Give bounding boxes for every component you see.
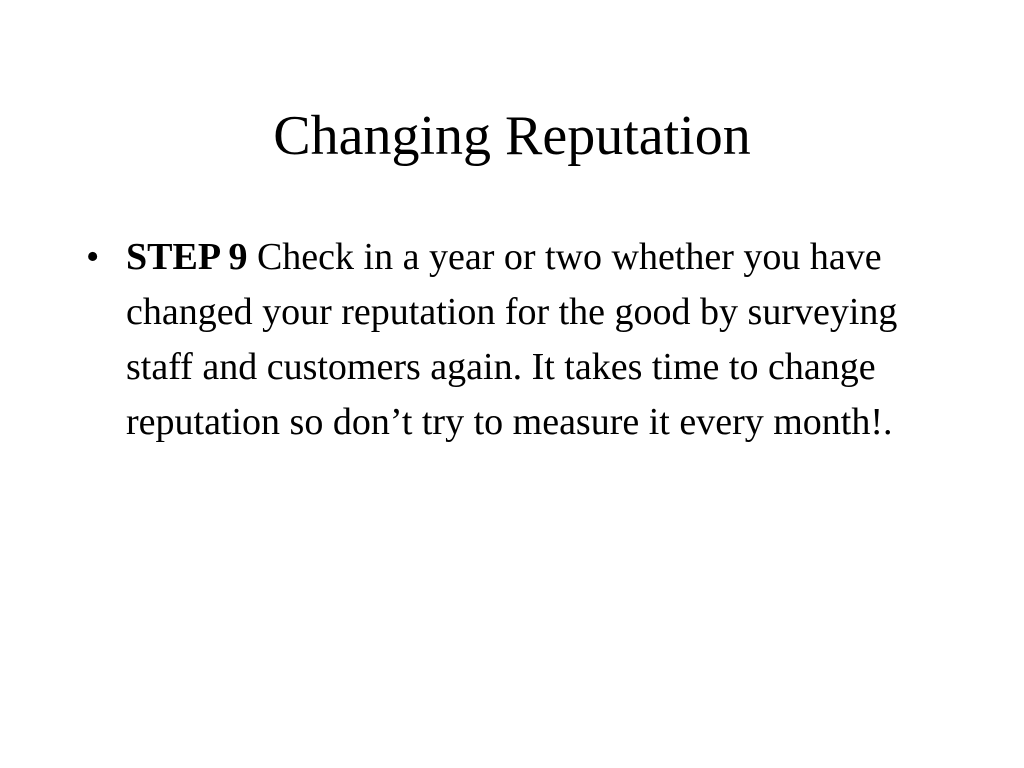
bullet-marker: • (86, 236, 100, 278)
bullet-item (86, 230, 946, 450)
slide-title: Changing Reputation (273, 105, 751, 167)
step-label: STEP 9 (126, 236, 248, 278)
step-text: Check in a year or two whether you have changed your reputation for the good by surveying staff and customers again. It takes time to change reputation so don’t try to measure it every month!. (126, 236, 898, 443)
bullet-list (86, 230, 946, 450)
